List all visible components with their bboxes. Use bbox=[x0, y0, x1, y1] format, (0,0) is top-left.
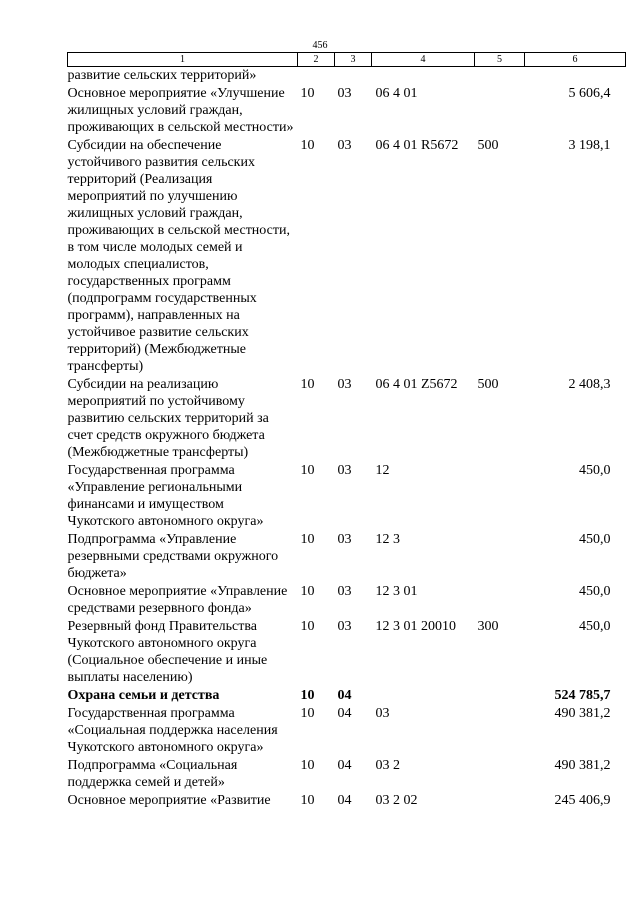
row-name: развитие сельских территорий» bbox=[67, 68, 257, 83]
header-col-3: 3 bbox=[335, 53, 372, 67]
row-section: 10 bbox=[300, 86, 315, 101]
row-expense-type bbox=[475, 686, 525, 704]
row-expense-type bbox=[475, 756, 525, 791]
header-col-2: 2 bbox=[298, 53, 335, 67]
row-amount: 450,0 bbox=[579, 619, 611, 634]
row-target-article: 06 4 01 R5672 bbox=[375, 138, 459, 153]
table-row bbox=[68, 704, 626, 756]
row-expense-type bbox=[475, 791, 525, 809]
row-name: Резервный фонд Правительства Чукотского автономного округа (Социальное обеспечение и иные выплаты населению) bbox=[67, 619, 268, 685]
row-section: 10 bbox=[300, 758, 315, 773]
table-row bbox=[68, 530, 626, 582]
row-expense-type bbox=[475, 84, 525, 136]
row-section bbox=[298, 67, 335, 85]
row-amount: 245 406,9 bbox=[554, 793, 611, 808]
row-amount bbox=[525, 67, 626, 85]
header-col-6: 6 bbox=[525, 53, 626, 67]
row-name: Субсидии на обеспечение устойчивого развития сельских территорий (Реализация мероприятий по улучшению жилищных условий граждан, проживающих в сельской местности, в том числе молодых семей и молодых специалистов, государственных программ (подпрограмм государственных программ), направленных на устойчивое развитие сельских территорий) (Межбюджетные трансферты) bbox=[67, 138, 290, 374]
table-row bbox=[68, 617, 626, 686]
row-target-article: 03 bbox=[375, 706, 390, 721]
row-target-article: 06 4 01 bbox=[375, 86, 418, 101]
row-subsection: 03 bbox=[337, 86, 352, 101]
table-row bbox=[68, 686, 626, 704]
header-col-5: 5 bbox=[475, 53, 525, 67]
row-expense-type bbox=[475, 67, 525, 85]
row-subsection: 03 bbox=[337, 584, 352, 599]
row-expense-type bbox=[475, 582, 525, 617]
header-col-1: 1 bbox=[68, 53, 298, 67]
row-target-article: 06 4 01 Z5672 bbox=[375, 377, 458, 392]
row-expense-type bbox=[475, 704, 525, 756]
row-section: 10 bbox=[300, 138, 315, 153]
row-expense-type bbox=[475, 530, 525, 582]
row-section: 10 bbox=[300, 377, 315, 392]
row-section: 10 bbox=[300, 793, 315, 808]
row-name: Подпрограмма «Управление резервными средствами окружного бюджета» bbox=[67, 532, 279, 581]
row-name: Государственная программа «Управление региональными финансами и имуществом Чукотского автономного округа» bbox=[67, 463, 264, 529]
row-subsection: 03 bbox=[337, 532, 352, 547]
row-name: Субсидии на реализацию мероприятий по устойчивому развитию сельских территорий за счет средств окружного бюджета (Межбюджетные трансферты) bbox=[67, 377, 269, 460]
row-expense-type bbox=[475, 461, 525, 530]
row-name: Основное мероприятие «Управление средствами резервного фонда» bbox=[67, 584, 288, 616]
row-subsection: 03 bbox=[337, 377, 352, 392]
row-subsection: 04 bbox=[337, 688, 352, 703]
row-amount: 450,0 bbox=[579, 532, 611, 547]
row-section: 10 bbox=[300, 706, 315, 721]
row-amount: 490 381,2 bbox=[554, 706, 611, 721]
row-name: Государственная программа «Социальная поддержка населения Чукотского автономного округа» bbox=[67, 706, 278, 755]
row-section: 10 bbox=[300, 463, 315, 478]
row-expense-type: 300 bbox=[477, 619, 499, 634]
row-name: Охрана семьи и детства bbox=[67, 688, 220, 703]
table-row bbox=[68, 375, 626, 461]
table-row bbox=[68, 67, 626, 85]
row-subsection: 03 bbox=[337, 138, 352, 153]
row-name: Основное мероприятие «Улучшение жилищных условий граждан, проживающих в сельской местности» bbox=[67, 86, 294, 135]
row-target-article bbox=[372, 67, 475, 85]
column-number-header bbox=[68, 53, 626, 67]
row-amount: 490 381,2 bbox=[554, 758, 611, 773]
row-target-article: 12 3 bbox=[375, 532, 400, 547]
row-amount: 2 408,3 bbox=[568, 377, 611, 392]
table-row bbox=[68, 136, 626, 375]
row-section: 10 bbox=[300, 619, 315, 634]
table-row bbox=[68, 84, 626, 136]
row-target-article: 12 3 01 bbox=[375, 584, 418, 599]
row-subsection bbox=[335, 67, 372, 85]
row-amount: 3 198,1 bbox=[568, 138, 611, 153]
page-number: 456 bbox=[312, 40, 328, 51]
row-amount: 5 606,4 bbox=[568, 86, 611, 101]
row-amount: 450,0 bbox=[579, 463, 611, 478]
row-target-article: 03 2 bbox=[375, 758, 400, 773]
row-amount: 450,0 bbox=[579, 584, 611, 599]
row-subsection: 04 bbox=[337, 793, 352, 808]
row-section: 10 bbox=[300, 688, 315, 703]
row-subsection: 04 bbox=[337, 758, 352, 773]
row-expense-type: 500 bbox=[477, 377, 499, 392]
row-target-article: 12 bbox=[375, 463, 390, 478]
row-subsection: 03 bbox=[337, 463, 352, 478]
header-col-4: 4 bbox=[372, 53, 475, 67]
row-subsection: 04 bbox=[337, 706, 352, 721]
table-body bbox=[68, 67, 626, 810]
table-row bbox=[68, 582, 626, 617]
table-row bbox=[68, 756, 626, 791]
row-section: 10 bbox=[300, 584, 315, 599]
row-target-article: 03 2 02 bbox=[375, 793, 418, 808]
row-target-article bbox=[372, 686, 475, 704]
row-subsection: 03 bbox=[337, 619, 352, 634]
row-section: 10 bbox=[300, 532, 315, 547]
table-row bbox=[68, 461, 626, 530]
row-name: Основное мероприятие «Развитие bbox=[67, 793, 271, 808]
table-row bbox=[68, 791, 626, 809]
row-amount: 524 785,7 bbox=[554, 688, 611, 703]
budget-table bbox=[67, 52, 626, 809]
row-expense-type: 500 bbox=[477, 138, 499, 153]
row-target-article: 12 3 01 20010 bbox=[375, 619, 456, 634]
row-name: Подпрограмма «Социальная поддержка семей и детей» bbox=[67, 758, 238, 790]
